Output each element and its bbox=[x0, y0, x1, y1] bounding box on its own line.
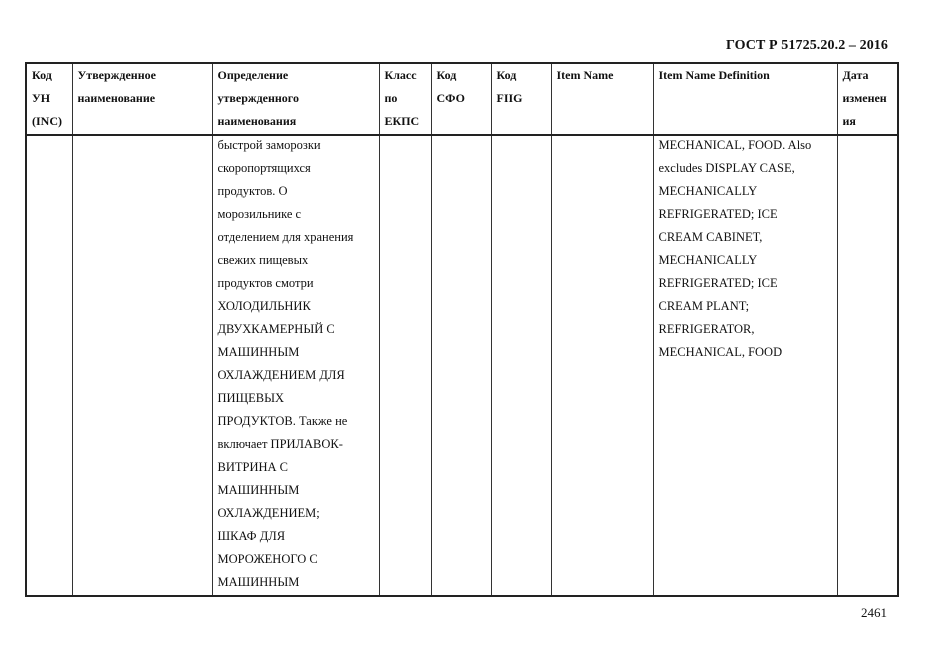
header-inc-code: Код УН (INC) bbox=[26, 63, 72, 135]
cell-sfo-code bbox=[431, 135, 491, 596]
cell-definition bbox=[212, 135, 379, 596]
cell-ekps-class bbox=[379, 135, 431, 596]
table-header-row bbox=[26, 63, 898, 135]
header-item-name: Item Name bbox=[551, 63, 653, 135]
header-ekps-class: Класс по ЕКПС bbox=[379, 63, 431, 135]
header-approved-name: Утвержденное наименование bbox=[72, 63, 212, 135]
approved-names-table bbox=[25, 62, 899, 597]
cell-item-name-definition bbox=[653, 135, 837, 596]
header-definition: Определение утвержденного наименования bbox=[212, 63, 379, 135]
cell-item-name bbox=[551, 135, 653, 596]
header-change-date: Дата изменен ия bbox=[837, 63, 898, 135]
cell-approved-name bbox=[72, 135, 212, 596]
cell-inc-code bbox=[26, 135, 72, 596]
page-number: 2461 bbox=[861, 605, 887, 620]
cell-change-date bbox=[837, 135, 898, 596]
definition-text: быстрой заморозки скоропортящихся продуктов. О морозильнике с отделением для хранения свежих пищевых продуктов смотри ХОЛОДИЛЬНИК ДВУХКАМЕРНЫЙ С МАШИННЫМ ОХЛАЖДЕНИЕМ ДЛЯ ПИЩЕВЫХ ПРОДУКТОВ. Также не включает ПРИЛАВОК- ВИТРИНА С МАШИННЫМ ОХЛАЖДЕНИЕМ; ШКАФ ДЛЯ МОРОЖЕНОГО С МАШИННЫМ bbox=[217, 138, 354, 589]
table-row bbox=[26, 135, 898, 596]
header-sfo-code: Код СФО bbox=[431, 63, 491, 135]
document-standard-header: ГОСТ Р 51725.20.2 – 2016 bbox=[725, 38, 888, 53]
cell-fiig-code bbox=[491, 135, 551, 596]
header-fiig-code: Код FIIG bbox=[491, 63, 551, 135]
header-item-name-definition: Item Name Definition bbox=[653, 63, 837, 135]
item-name-definition-text: MECHANICAL, FOOD. Also excludes DISPLAY CASE, MECHANICALLY REFRIGERATED; ICE CREAM CABINET, MECHANICALLY REFRIGERATED; ICE CREAM PLANT; REFRIGERATOR, MECHANICAL, FOOD bbox=[658, 138, 812, 359]
